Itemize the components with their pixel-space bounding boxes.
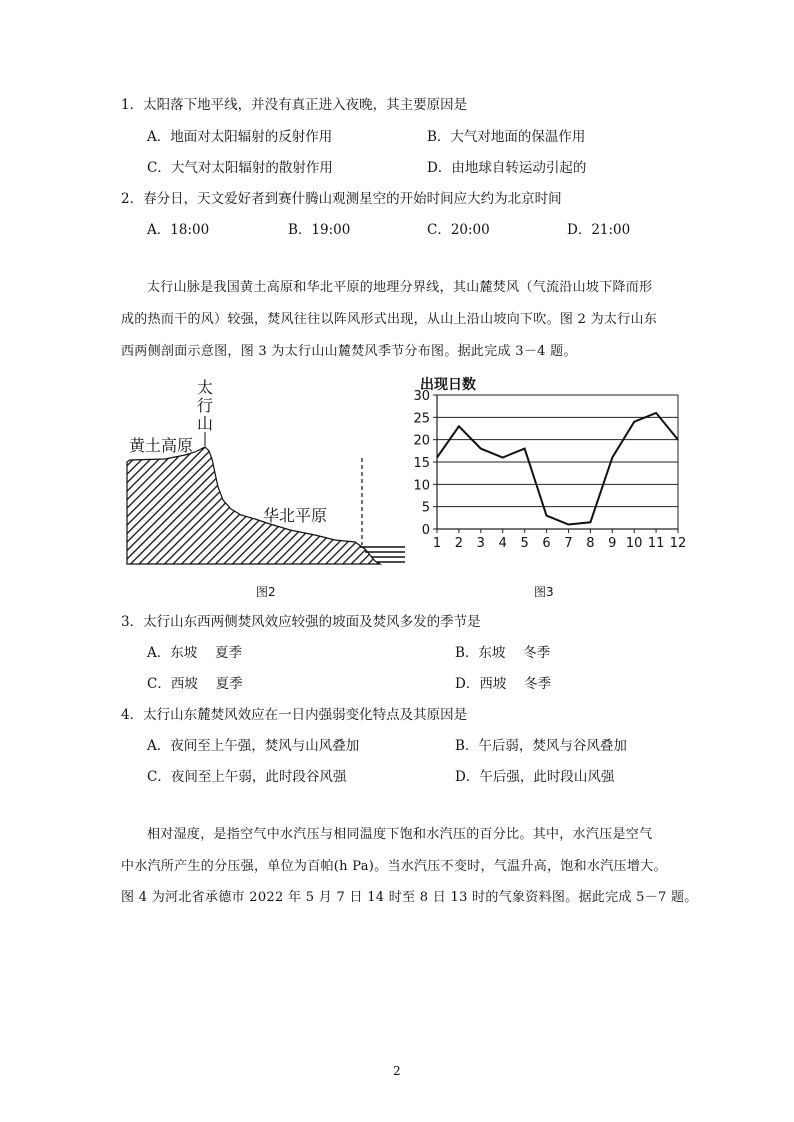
passage2-line-3: 图 4 为河北省承德市 2022 年 5 月 7 日 14 时至 8 日 13 时的气象资料图。据此完成 5－7 题。 (121, 890, 698, 905)
q4-option-d: D．午后强，此时段山风强 (455, 769, 615, 785)
q3-option-c: C．西坡 夏季 (147, 676, 243, 692)
q3-option-a: A．东坡 夏季 (147, 645, 243, 661)
x-tick-label-7: 7 (564, 536, 573, 551)
x-tick-label-12: 12 (669, 536, 687, 551)
y-tick-label-10: 10 (413, 478, 430, 494)
y-tick-label-20: 20 (413, 433, 430, 449)
passage1-line-1: 太行山脉是我国黄土高原和华北平原的地理分界线，其山麓焚风（气流沿山坡下降而形 (147, 280, 653, 295)
q4-option-c: C．夜间至上午弱，此时段谷风强 (147, 769, 347, 785)
q2-option-c: C．20:00 (427, 222, 490, 238)
x-tick-label-4: 4 (498, 536, 507, 551)
passage2-line-1: 相对湿度，是指空气中水汽压与相同温度下饱和水汽压的百分比。其中，水汽压是空气 (147, 827, 653, 842)
label-taihang-char-1: 太 (197, 378, 214, 397)
q4-option-b: B．午后弱，焚风与谷风叠加 (455, 738, 627, 754)
x-tick-label-6: 6 (542, 536, 551, 551)
y-tick-label-5: 5 (421, 500, 430, 516)
x-tick-label-9: 9 (608, 536, 617, 551)
label-north-china-plain: 华北平原 (263, 506, 328, 525)
passage1-line-2: 成的热而干的风）较强，焚风往往以阵风形式出现，从山上沿山坡向下吹。图 2 为太行山东 (121, 312, 658, 327)
y-tick-label-25: 25 (413, 411, 430, 427)
x-tick-label-8: 8 (586, 536, 595, 551)
q1-stem: 1．太阳落下地平线，并没有真正进入夜晚，其主要原因是 (121, 97, 468, 113)
x-tick-label-5: 5 (520, 536, 529, 551)
x-tick-label-2: 2 (454, 536, 464, 551)
terrain-profile (127, 447, 380, 564)
q1-option-c: C．大气对太阳辐射的散射作用 (147, 160, 333, 176)
figure-3-caption: 图3 (534, 585, 554, 599)
chart-axes (433, 395, 678, 533)
passage1-line-3: 西两侧剖面示意图，图 3 为太行山山麓焚风季节分布图。据此完成 3－4 题。 (121, 344, 577, 359)
q2-stem: 2．春分日，天文爱好者到赛什腾山观测星空的开始时间应大约为北京时间 (121, 191, 562, 207)
label-taihang-char-2: 行 (197, 396, 214, 415)
x-tick-label-1: 1 (432, 536, 442, 551)
q1-option-a: A．地面对太阳辐射的反射作用 (147, 129, 333, 145)
q3-option-d: D．西坡 冬季 (455, 676, 552, 692)
page-number: 2 (393, 1064, 401, 1078)
q2-option-a: A．18:00 (147, 222, 210, 238)
y-tick-label-0: 0 (421, 523, 430, 538)
q1-option-b: B．大气对地面的保温作用 (427, 129, 586, 145)
q2-option-b: B．19:00 (288, 222, 351, 238)
q3-stem: 3．太行山东西两侧焚风效应较强的坡面及焚风多发的季节是 (121, 614, 481, 630)
figure-3-chart (410, 375, 700, 560)
chart-grid (437, 395, 678, 507)
y-tick-label-15: 15 (413, 456, 430, 471)
x-tick-label-10: 10 (625, 536, 643, 551)
q1-option-d: D．由地球自转运动引起的 (427, 160, 587, 176)
label-taihang-char-3: 山 (197, 414, 214, 433)
q2-option-d: D．21:00 (567, 222, 631, 238)
x-tick-label-3: 3 (476, 536, 485, 551)
figure-2-caption: 图2 (256, 585, 276, 599)
y-tick-label-30: 30 (413, 389, 430, 404)
foehn-days-series-line (437, 413, 678, 525)
q4-option-a: A．夜间至上午强，焚风与山风叠加 (147, 738, 360, 754)
y-axis-label: 出现日数 (420, 377, 476, 393)
x-tick-label-11: 11 (647, 536, 665, 551)
y-tick-labels (413, 389, 430, 538)
q4-stem: 4．太行山东麓焚风效应在一日内强弱变化特点及其原因是 (121, 707, 468, 723)
passage2-line-2: 中水汽所产生的分压强，单位为百帕(h Pa)。当水汽压不变时，气温升高，饱和水汽压增大。 (121, 859, 667, 874)
figure-2-cross-section (115, 375, 415, 575)
label-loess-plateau: 黄土高原 (129, 436, 194, 455)
x-tick-labels (433, 536, 686, 551)
q3-option-b: B．东坡 冬季 (455, 645, 551, 661)
